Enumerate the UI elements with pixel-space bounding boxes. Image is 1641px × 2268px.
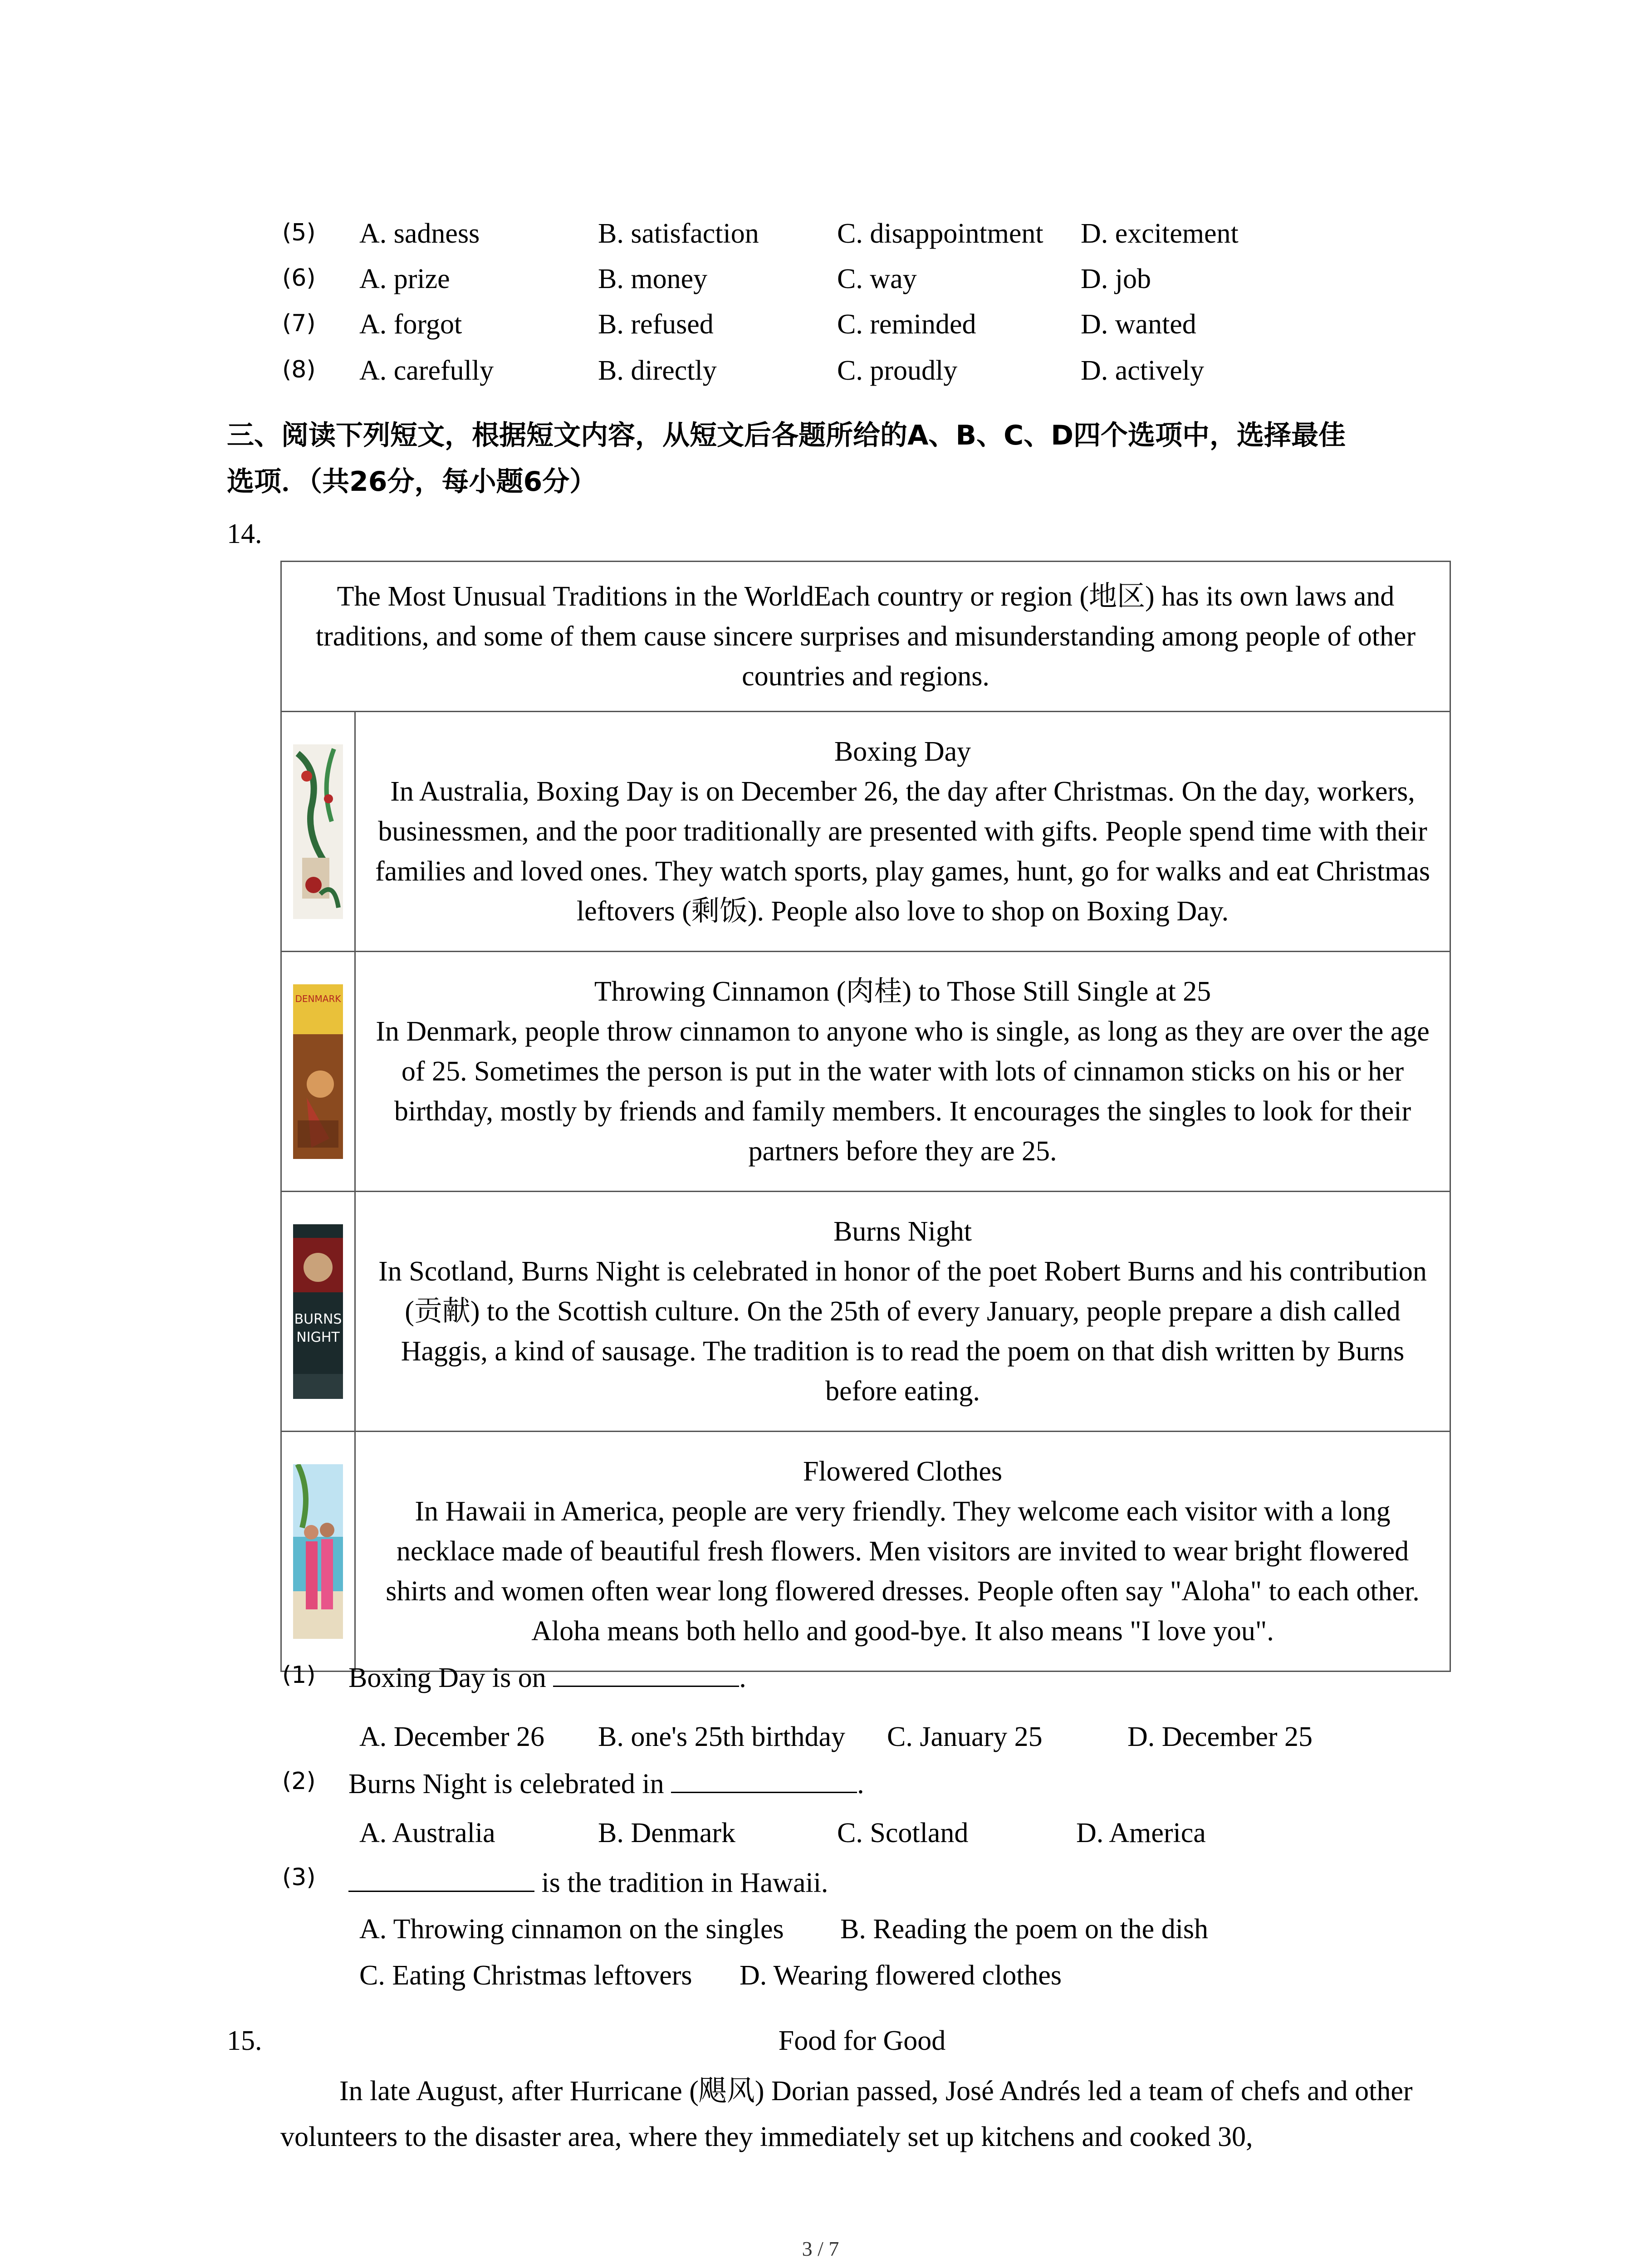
hawaii-beach-photo <box>293 1464 343 1639</box>
option-b: B. Reading the poem on the dish <box>840 1914 1209 1945</box>
intro-text: The Most Unusual Traditions in the WorldEach country or region (地区) has its own laws and traditions, and some of them cause sincere surprises and misunderstanding among people of other countries and regions. <box>281 562 1450 712</box>
tradition-title: Burns Night <box>833 1216 972 1247</box>
passage-title: Food for Good <box>778 2025 946 2056</box>
sub-question-number: (1) <box>282 1662 316 1689</box>
page-number: 3 / 7 <box>802 2237 839 2260</box>
option-b: B. refused <box>598 309 714 340</box>
stem-text: Boxing Day is on <box>348 1662 546 1693</box>
option-d: D. wanted <box>1081 309 1196 340</box>
answer-blank <box>553 1660 739 1687</box>
option-c: C. disappointment <box>837 218 1043 249</box>
option-d: D. America <box>1076 1818 1206 1848</box>
question-stem <box>348 1660 746 1695</box>
option-d: D. excitement <box>1081 218 1239 249</box>
section-heading-line1: 三、阅读下列短文，根据短文内容，从短文后各题所给的A、B、C、D四个选项中，选择最佳 <box>227 420 1346 451</box>
table-row <box>281 952 1450 1192</box>
option-d: D. job <box>1081 264 1151 294</box>
answer-blank <box>348 1865 534 1892</box>
option-b: B. Denmark <box>598 1818 736 1848</box>
option-c: C. reminded <box>837 309 976 340</box>
answer-blank <box>671 1766 857 1793</box>
stem-text: Burns Night is celebrated in <box>348 1769 664 1799</box>
table-row <box>281 1192 1450 1432</box>
tradition-text: In Denmark, people throw cinnamon to anyone who is single, as long as they are over the age of 25. Sometimes the person is put in the water with lots of cinnamon sticks on his or her birthday, mostly by friends and family members. It encourages the singles to look for their partners before they are 25. <box>376 1016 1430 1167</box>
option-c: C. January 25 <box>887 1721 1043 1752</box>
option-a: A. prize <box>359 264 450 294</box>
tradition-title: Throwing Cinnamon (肉桂) to Those Still Single at 25 <box>594 976 1211 1007</box>
stem-text: . <box>739 1662 746 1693</box>
tradition-cell <box>355 712 1450 952</box>
option-c: C. Eating Christmas leftovers <box>359 1960 692 1991</box>
sub-question-number: (7) <box>282 310 316 337</box>
tradition-title: Flowered Clothes <box>803 1456 1003 1487</box>
image-caption: DENMARK <box>295 993 341 1004</box>
section-heading-line2: 选项．（共26分，每小题6分） <box>227 466 597 498</box>
option-d: D. December 25 <box>1127 1721 1313 1752</box>
sub-question-number: (5) <box>282 219 316 246</box>
image-cell <box>281 1192 355 1432</box>
table-row <box>281 1432 1450 1672</box>
tradition-text: In Hawaii in America, people are very friendly. They welcome each visitor with a long necklace made of beautiful fresh flowers. Men visitors are invited to wear bright flowered shirts and women often wear long flowered dresses. People often say "Aloha" to each other. Aloha means both hello and good-bye. It also means "I love you". <box>386 1496 1420 1647</box>
stem-text: is the tradition in Hawaii. <box>541 1867 828 1898</box>
question-stem <box>348 1865 828 1900</box>
question-stem <box>348 1766 864 1801</box>
image-caption: BURNS NIGHT <box>294 1311 342 1345</box>
option-a: A. carefully <box>359 355 494 386</box>
tradition-text: In Scotland, Burns Night is celebrated in honor of the poet Robert Burns and his contribution (贡献) to the Scottish culture. On the 25th of every January, people prepare a dish called Haggis, a kind of sausage. The tradition is to read the poem on that dish written by Burns before eating. <box>378 1256 1427 1407</box>
traditions-table <box>280 561 1451 1672</box>
tradition-cell <box>355 952 1450 1192</box>
passage-paragraph: In late August, after Hurricane (飓风) Dorian passed, José Andrés led a team of chefs and other volunteers to the disaster area, where they immediately set up kitchens and cooked 30, <box>280 2076 1413 2152</box>
option-a: A. December 26 <box>359 1721 544 1752</box>
option-a: A. Throwing cinnamon on the singles <box>359 1914 784 1945</box>
option-d: D. actively <box>1081 355 1205 386</box>
option-b: B. one's 25th birthday <box>598 1721 846 1752</box>
option-d: D. Wearing flowered clothes <box>740 1960 1062 1991</box>
image-cell <box>281 712 355 952</box>
tradition-cell <box>355 1432 1450 1672</box>
question-number: 14. <box>227 518 262 549</box>
table-row <box>281 712 1450 952</box>
question-number: 15. <box>227 2025 262 2056</box>
option-c: C. way <box>837 264 917 294</box>
image-cell <box>281 952 355 1192</box>
table-row <box>281 562 1450 712</box>
sub-question-number: (2) <box>282 1768 316 1795</box>
option-c: C. Scotland <box>837 1818 969 1848</box>
sub-question-number: (6) <box>282 264 316 292</box>
stem-text: . <box>857 1769 864 1799</box>
sub-question-number: (3) <box>282 1864 316 1891</box>
option-a: A. Australia <box>359 1818 495 1848</box>
option-b: B. money <box>598 264 708 294</box>
tradition-title: Boxing Day <box>834 736 971 767</box>
image-cell <box>281 1432 355 1672</box>
christmas-decoration-photo <box>293 744 343 919</box>
option-b: B. satisfaction <box>598 218 759 249</box>
option-c: C. proudly <box>837 355 958 386</box>
tradition-cell <box>355 1192 1450 1432</box>
tradition-text: In Australia, Boxing Day is on December 26, the day after Christmas. On the day, workers, businessmen, and the poor traditionally are presented with gifts. People spend time with their families and loved ones. They watch sports, play games, hunt, go for walks and eat Christmas leftovers (剩饭). People also love to shop on Boxing Day. <box>375 776 1430 927</box>
sub-question-number: (8) <box>282 356 316 383</box>
denmark-poster-photo <box>293 984 343 1159</box>
option-a: A. sadness <box>359 218 480 249</box>
burns-night-poster-photo <box>293 1224 343 1399</box>
option-a: A. forgot <box>359 309 462 340</box>
option-b: B. directly <box>598 355 717 386</box>
